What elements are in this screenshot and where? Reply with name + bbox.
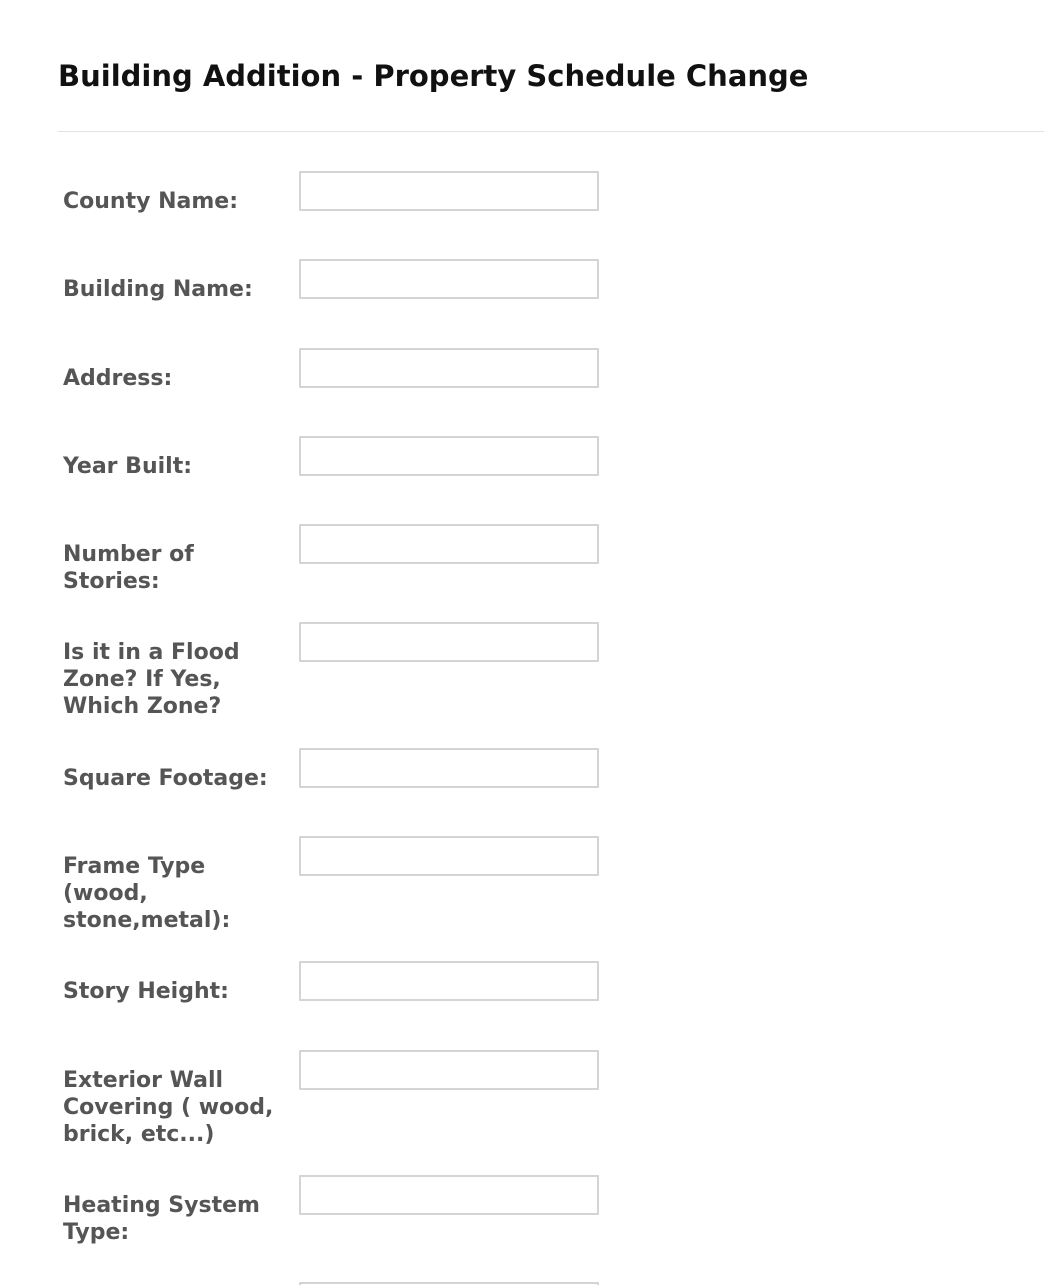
building-name-input[interactable] — [299, 259, 599, 299]
year-built-input[interactable] — [299, 436, 599, 476]
story-height-input[interactable] — [299, 961, 599, 1001]
square-footage-label: Square Footage: — [63, 766, 268, 791]
frame-type-input[interactable] — [299, 836, 599, 876]
county-name-input[interactable] — [299, 171, 599, 211]
number-of-stories-label: Number of Stories: — [63, 542, 194, 594]
year-built-label: Year Built: — [63, 454, 193, 479]
page-title: Building Addition - Property Schedule Change — [58, 59, 809, 93]
building-name-label: Building Name: — [63, 277, 253, 302]
county-name-label: County Name: — [63, 189, 239, 214]
address-input[interactable] — [299, 348, 599, 388]
exterior-wall-covering-label: Exterior Wall Covering ( wood, brick, etc...) — [63, 1068, 274, 1147]
story-height-label: Story Height: — [63, 979, 229, 1004]
exterior-wall-covering-input[interactable] — [299, 1050, 599, 1090]
frame-type-label: Frame Type (wood, stone,metal): — [63, 854, 231, 933]
heating-system-type-input[interactable] — [299, 1175, 599, 1215]
square-footage-input[interactable] — [299, 748, 599, 788]
address-label: Address: — [63, 366, 173, 391]
heating-system-type-label: Heating System Type: — [63, 1193, 260, 1245]
flood-zone-input[interactable] — [299, 622, 599, 662]
flood-zone-label: Is it in a Flood Zone? If Yes, Which Zone? — [63, 640, 240, 719]
title-divider — [58, 131, 1044, 132]
number-of-stories-input[interactable] — [299, 524, 599, 564]
